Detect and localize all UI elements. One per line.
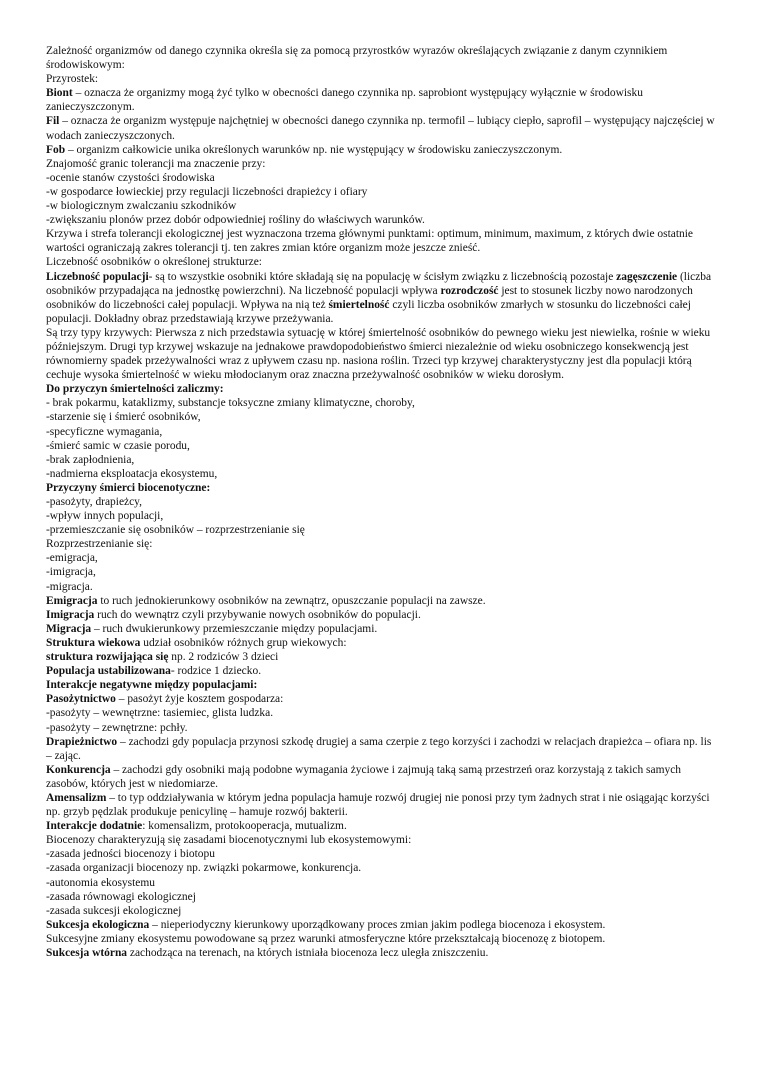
text-line: Fob – organizm całkowicie unika określonych warunków np. nie występujący w środowisku zanieczyszczonym. (46, 143, 563, 156)
text-line: -starzenie się i śmierć osobników, (46, 411, 201, 424)
text-line: Interakcje dodatnie: komensalizm, protokooperacja, mutualizm. (46, 820, 347, 833)
text-line: struktura rozwijająca się np. 2 rodziców 3 dzieci (46, 651, 279, 664)
text-line: -pasożyty, drapieżcy, (46, 496, 143, 508)
text-line: -emigracja, (46, 552, 98, 565)
text-line: -imigracja, (46, 566, 96, 579)
text-line: -w gospodarce łowieckiej przy regulacji liczebności drapieżcy i ofiary (46, 185, 368, 198)
text-line: -wpływ innych populacji, (46, 510, 164, 523)
text-line: -brak zapłodnienia, (46, 453, 135, 466)
text-line: -autonomia ekosystemu (46, 876, 155, 889)
text-line: Do przyczyn śmiertelności zaliczmy: (46, 383, 224, 396)
text-line: -w biologicznym zwalczaniu szkodników (46, 200, 237, 213)
text-line: Liczebność osobników o określonej strukturze: (46, 256, 262, 269)
text-line: -zasada jedności biocenozy i biotopu (46, 848, 215, 861)
text-line: Zależność organizmów od danego czynnika określa się za pomocą przyrostków wyrazów określających związanie z danym czynnikiem środowiskowym: (46, 45, 668, 72)
text-line: -migracja. (46, 580, 93, 593)
text-line: Przyczyny śmierci biocenotyczne: (46, 481, 211, 494)
text-line: Drapieżnictwo – zachodzi gdy populacja przynosi szkodę drugiej a sama czerpie z tego korzyści i zachodzi w relacjach drapieżca – ofiara np. lis – zając. (46, 735, 712, 762)
text-line: Biont – oznacza że organizmy mogą żyć tylko w obecności danego czynnika np. saprobiont występujący wyłącznie w środowisku zanieczyszczonym. (46, 87, 643, 114)
text-line: Krzywa i strefa tolerancji ekologicznej jest wyznaczona trzema głównymi punktami: optimum, minimum, maximum, z których dwie ostatnie wartości ograniczają zakres tolerancji tj. ten zakres zmian które organizm może jeszcze znieść. (46, 228, 693, 255)
text-line: Przyrostek: (46, 73, 99, 86)
text-line: Populacja ustabilizowana- rodzice 1 dziecko. (46, 665, 262, 678)
text-line: Rozprzestrzenianie się: (46, 538, 153, 551)
text-line: Sukcesja ekologiczna – nieperiodyczny kierunkowy uporządkowany proces zmian jakim podlega biocenoza i ekosystem. (46, 918, 606, 931)
text-line: Amensalizm – to typ oddziaływania w którym jedna populacja hamuje rozwój drugiej nie ponosi przy tym żadnych strat i nie osiągając korzyści np. grzyb pędzlak produkuje penicylinę – hamuje rozwój bakterii. (46, 791, 710, 819)
text-line: -zasada organizacji biocenozy np. związki pokarmowe, konkurencja. (46, 862, 362, 875)
text-line: -specyficzne wymagania, (46, 425, 163, 438)
text-line: Migracja – ruch dwukierunkowy przemieszczanie między populacjami. (46, 622, 378, 635)
text-line: Sukcesja wtórna zachodząca na terenach, na których istniała biocenoza lecz uległa zniszczeniu. (46, 947, 489, 959)
text-line: Struktura wiekowa udział osobników różnych grup wiekowych: (46, 636, 347, 649)
text-line: -zasada równowagi ekologicznej (46, 890, 196, 903)
text-line: -śmierć samic w czasie porodu, (46, 439, 190, 452)
text-line: Znajomość granic tolerancji ma znaczenie przy: (46, 157, 266, 170)
text-line: -pasożyty – wewnętrzne: tasiemiec, glista ludzka. (46, 707, 274, 720)
text-line: Biocenozy charakteryzują się zasadami biocenotycznymi lub ekosystemowymi: (46, 834, 412, 847)
text-line: -pasożyty – zewnętrzne: pchły. (46, 721, 188, 734)
text-line: Fil – oznacza że organizm występuje najchętniej w obecności danego czynnika np. termofil – lubiący ciepło, saprofil – występujący najczęściej w wodach zanieczyszczonych. (46, 115, 715, 142)
text-line: Imigracja ruch do wewnątrz czyli przybywanie nowych osobników do populacji. (46, 608, 421, 621)
text-line: Sukcesyjne zmiany ekosystemu powodowane są przez warunki atmosferyczne które przekształcają biocenozę z biotopem. (46, 932, 606, 945)
text-line: Pasożytnictwo – pasożyt żyje kosztem gospodarza: (46, 693, 284, 706)
text-line: Emigracja to ruch jednokierunkowy osobników na zewnątrz, opuszczanie populacji na zawsze. (46, 594, 486, 607)
text-line: Są trzy typy krzywych: Pierwsza z nich przedstawia sytuację w której śmiertelność osobników do pewnego wieku jest niewielka, rośnie w wieku późniejszym. Drugi typ krzywej wskazuje na jednakowe prawdopodobieństwo śmierci niezależnie od wieku osobniczego konsekwencją jest równomierny spadek przeżywalności wraz z upływem czasu np. nasiona roślin. Trzeci typ krzywej charakterystyczny jest dla populacji którą cechuje wysoka śmiertelność w wieku młodocianym oraz znaczna przeżywalność osobników w wieku dorosłym. (46, 326, 711, 382)
document-page (46, 44, 718, 960)
text-line: - brak pokarmu, kataklizmy, substancje toksyczne zmiany klimatyczne, choroby, (46, 397, 415, 410)
text-line: Konkurencja – zachodzi gdy osobniki mają podobne wymagania życiowe i zajmują taką samą przestrzeń oraz korzystają z takich samych zasobów, których jest w niedomiarze. (46, 763, 681, 790)
text-line: -przemieszczanie się osobników – rozprzestrzenianie się (46, 524, 305, 537)
text-line: -ocenie stanów czystości środowiska (46, 171, 215, 184)
text-line: -zwiększaniu plonów przez dobór odpowiedniej rośliny do właściwych warunków. (46, 214, 425, 227)
text-line: -zasada sukcesji ekologicznej (46, 904, 182, 917)
text-line: -nadmierna eksploatacja ekosystemu, (46, 467, 218, 480)
paragraph-population: Liczebność populacji- są to wszystkie osobniki które składają się na populację w ścisłym związku z liczebnością pozostaje zagęszczenie (liczba osobników przypadająca na jednostkę powierzchni). Na liczebność populacji wpływa rozrodczość jest to stosunek liczby nowo narodzonych osobników do liczebności całej populacji. Wpływa na nią też śmiertelność czyli liczba osobników zmarłych w stosunku do liczebności całej populacji. Dokładny obraz przedstawiają krzywe przeżywania. (46, 270, 712, 325)
text-line: Interakcje negatywne między populacjami: (46, 679, 258, 692)
